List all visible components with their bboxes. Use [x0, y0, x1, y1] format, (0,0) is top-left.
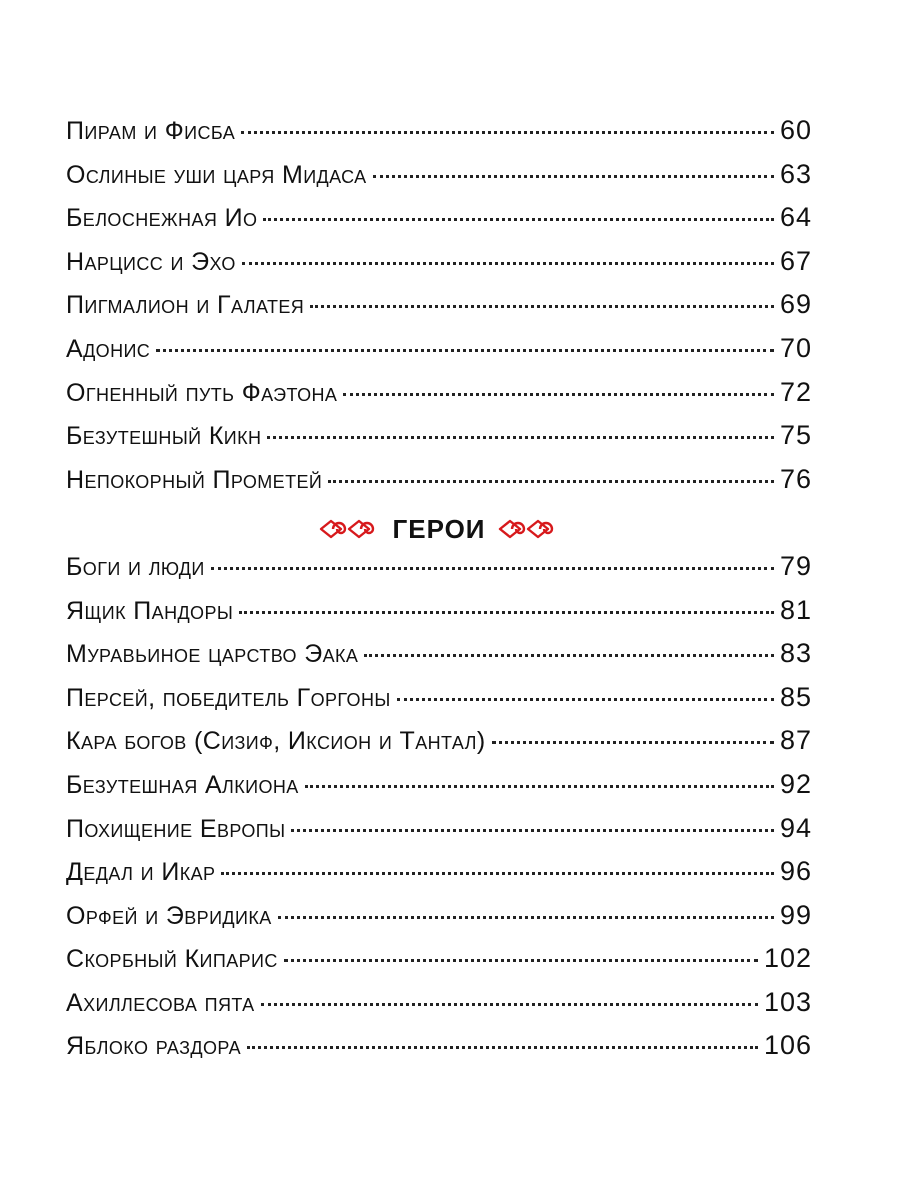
toc-entry-title: Ящик Пандоры	[66, 596, 234, 625]
toc-entry	[66, 551, 812, 595]
toc-entry-page: 67	[779, 245, 812, 276]
toc-entry-title: Адонис	[66, 334, 151, 363]
toc-entry	[66, 115, 812, 159]
toc-entry	[66, 377, 812, 421]
toc-entry-page: 69	[779, 289, 812, 320]
toc-entry-page: 87	[779, 725, 812, 756]
dot-leader	[492, 741, 774, 744]
toc-entry-title: Пирам и Фисба	[66, 117, 236, 145]
toc-entry	[66, 420, 812, 464]
toc-entry	[66, 813, 812, 857]
toc-entry	[66, 987, 812, 1031]
toc-entry	[66, 202, 812, 246]
dot-leader	[261, 1003, 758, 1006]
toc-entry-title: Похищение Европы	[66, 814, 286, 843]
toc-entry-page: 94	[779, 812, 812, 843]
toc-entry-title: Орфей и Эвридика	[66, 901, 272, 930]
toc-entry-page: 64	[779, 202, 812, 233]
toc-entry-title: Скорбный Кипарис	[66, 945, 278, 974]
dot-leader	[221, 872, 774, 875]
toc-entry-page: 83	[779, 638, 812, 669]
toc-entry-page: 102	[763, 943, 812, 974]
dot-leader	[373, 175, 774, 178]
toc-entry-title: Кара богов (Сизиф, Иксион и Тантал)	[66, 727, 486, 756]
dot-leader	[156, 349, 774, 352]
toc-entry-page: 60	[779, 115, 812, 145]
dot-leader	[364, 654, 774, 657]
toc-entry	[66, 943, 812, 987]
toc-entry-page: 103	[763, 986, 812, 1017]
section-heading: ГЕРОИ	[392, 513, 486, 544]
toc-entry-page: 76	[779, 463, 812, 494]
dot-leader	[305, 785, 774, 788]
toc-entry-page: 79	[779, 550, 812, 581]
toc-entry-title: Нарцисс и Эхо	[66, 247, 236, 276]
toc-entry-page: 75	[779, 420, 812, 451]
toc-entry-title: Персей, победитель Горгоны	[66, 683, 391, 712]
dot-leader	[291, 829, 774, 832]
toc-entry-page: 63	[779, 158, 812, 189]
dot-leader	[343, 393, 774, 396]
dot-leader	[278, 916, 774, 919]
toc-entry	[66, 246, 812, 290]
toc-entry	[66, 595, 812, 639]
toc-entry-title: Безутешный Кикн	[66, 422, 262, 451]
toc-entry-title: Боги и люди	[66, 552, 205, 581]
dot-leader	[263, 218, 774, 221]
toc-entry	[66, 1030, 812, 1074]
toc-entry-page: 92	[779, 768, 812, 799]
toc-entry-title: Безутешная Алкиона	[66, 770, 299, 799]
toc-entry	[66, 682, 812, 726]
toc-entry-title: Дедал и Икар	[66, 858, 216, 887]
dot-leader	[310, 305, 774, 308]
section-heading-row	[66, 507, 812, 551]
dot-leader	[328, 480, 774, 483]
toc-entry-page: 85	[779, 681, 812, 712]
toc-entry	[66, 725, 812, 769]
dot-leader	[284, 959, 758, 962]
toc-entry-page: 106	[763, 1030, 812, 1061]
toc-entry	[66, 289, 812, 333]
toc-entry	[66, 333, 812, 377]
toc-entry-title: Пигмалион и Галатея	[66, 291, 305, 320]
toc-entry-title: Муравьиное царство Эака	[66, 640, 359, 669]
toc-entry	[66, 856, 812, 900]
toc-entry-title: Огненный путь Фаэтона	[66, 378, 338, 407]
ornament-right-icon	[498, 518, 560, 540]
toc-entry-title: Белоснежная Ио	[66, 204, 258, 233]
toc-entry-title: Яблоко раздора	[66, 1032, 241, 1061]
toc-entry-page: 72	[779, 376, 812, 407]
dot-leader	[239, 611, 774, 614]
toc-entry	[66, 638, 812, 682]
ornament-left-icon	[319, 518, 381, 540]
toc-entry-title: Непокорный Прометей	[66, 465, 323, 494]
toc-entry-page: 96	[779, 856, 812, 887]
toc-entry-page: 99	[779, 899, 812, 930]
dot-leader	[242, 262, 774, 265]
dot-leader	[267, 436, 774, 439]
toc-entry	[66, 159, 812, 203]
dot-leader	[397, 698, 774, 701]
toc-entry	[66, 900, 812, 944]
toc-entry-title: Ахиллесова пята	[66, 988, 255, 1017]
toc-entry-title: Ослиные уши царя Мидаса	[66, 160, 367, 189]
dot-leader	[241, 131, 774, 134]
toc-entry	[66, 769, 812, 813]
toc-entry-page: 70	[779, 332, 812, 363]
toc-entry	[66, 464, 812, 508]
toc-entry-page: 81	[779, 594, 812, 625]
dot-leader	[247, 1046, 758, 1049]
dot-leader	[211, 567, 774, 570]
table-of-contents	[66, 115, 812, 1074]
